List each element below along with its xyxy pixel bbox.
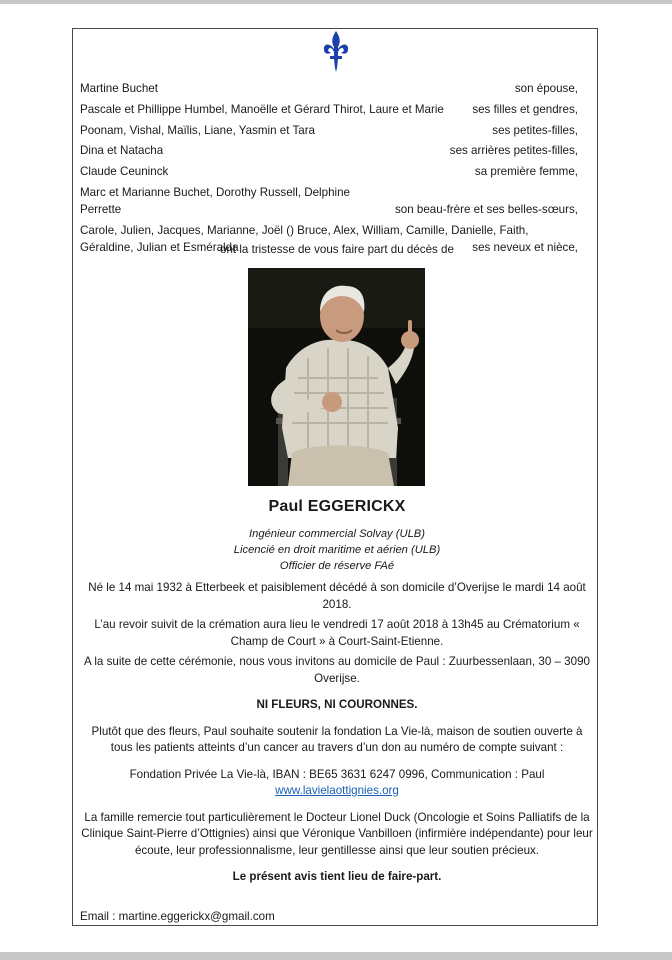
family-row <box>80 163 578 180</box>
invitation-paragraph: A la suite de cette cérémonie, nous vous invitons au domicile de Paul : Zuurbessenlaan, 30 – 3090 Overijse. <box>84 655 590 685</box>
family-relation: ses petites-filles, <box>492 123 578 137</box>
deceased-name: Paul EGGERICKX <box>268 498 406 515</box>
family-names: Poonam, Vishal, Maïlis, Liane, Yasmin et Tara <box>80 123 316 137</box>
family-row <box>80 142 578 159</box>
deceased-titles <box>80 526 594 574</box>
family-list <box>80 80 578 260</box>
family-row <box>80 122 578 139</box>
no-flowers-heading: NI FLEURS, NI COURONNES. <box>256 698 418 711</box>
intro-text: ont la tristesse de vous faire part du décès de <box>220 243 454 256</box>
ceremony-paragraph: L’au revoir suivit de la crémation aura lieu le vendredi 17 août 2018 à 13h45 au Crématorium « Champ de Court » à Court-Saint-Etienne. <box>94 618 580 648</box>
website-link[interactable]: www.lavielaottignies.org <box>275 784 399 797</box>
thanks-paragraph: La famille remercie tout particulièrement le Docteur Lionel Duck (Oncologie et Soins Palliatifs de la Clinique Saint-Pierre d’Ottignies) ainsi que Véronique Vanbilloen (infirmière indépendante) pour leur écoute, leur professionnalisme, leur gentillesse ainsi que leur soutien précieux. <box>81 810 593 857</box>
fleur-de-lis-icon <box>321 30 351 72</box>
family-names: Pascale et Phillippe Humbel, Manoëlle et Gérard Thirot, Laure et Marie <box>80 102 444 116</box>
family-names: Dina et Natacha <box>80 144 164 158</box>
family-relation: ses arrières petites-filles, <box>449 144 578 158</box>
title-line: Ingénieur commercial Solvay (ULB) <box>249 528 425 540</box>
title-line: Officier de réserve FAé <box>279 560 395 572</box>
family-relation: sa première femme, <box>474 165 578 179</box>
birth-paragraph: Né le 14 mai 1932 à Etterbeek et paisiblement décédé à son domicile d’Overijse le mardi 14 août 2018. <box>88 581 586 611</box>
family-relation: ses filles et gendres, <box>472 102 578 116</box>
family-row <box>80 101 578 118</box>
family-relation: son beau-frère et ses belles-sœurs, <box>395 202 578 216</box>
family-names: Martine Buchet <box>80 82 158 95</box>
contact-email: Email : martine.eggerickx@gmail.com <box>80 910 275 923</box>
family-relation: son épouse, <box>514 82 578 95</box>
notice-line: Le présent avis tient lieu de faire-part. <box>232 870 442 883</box>
website-line <box>80 783 594 800</box>
title-line: Licencié en droit maritime et aérien (ULB) <box>233 544 441 556</box>
bottom-divider <box>0 952 672 960</box>
top-divider <box>0 0 672 4</box>
family-row <box>80 184 578 218</box>
donation-paragraph: Plutôt que des fleurs, Paul souhaite soutenir la fondation La Vie-là, maison de soutien ouverte à tous les patients atteints d’un cancer au travers d’un don au numéro de compte suivant : <box>91 724 583 754</box>
family-relation: ses neveux et nièce, <box>472 240 578 254</box>
notice-body <box>80 580 594 890</box>
family-row <box>80 80 578 97</box>
family-names: Carole, Julien, Jacques, Marianne, Joël () Bruce, Alex, William, Camille, Danielle, Faith, Géraldine, Julian et Esméralda <box>80 223 529 254</box>
family-names: Marc et Marianne Buchet, Dorothy Russell, Delphine Perrette <box>80 185 351 216</box>
account-line: Fondation Privée La Vie-là, IBAN : BE65 3631 6247 0996, Communication : Paul <box>129 767 545 781</box>
family-names: Claude Ceuninck <box>80 165 169 179</box>
portrait-photo <box>248 268 425 486</box>
portrait-illustration <box>248 268 425 486</box>
